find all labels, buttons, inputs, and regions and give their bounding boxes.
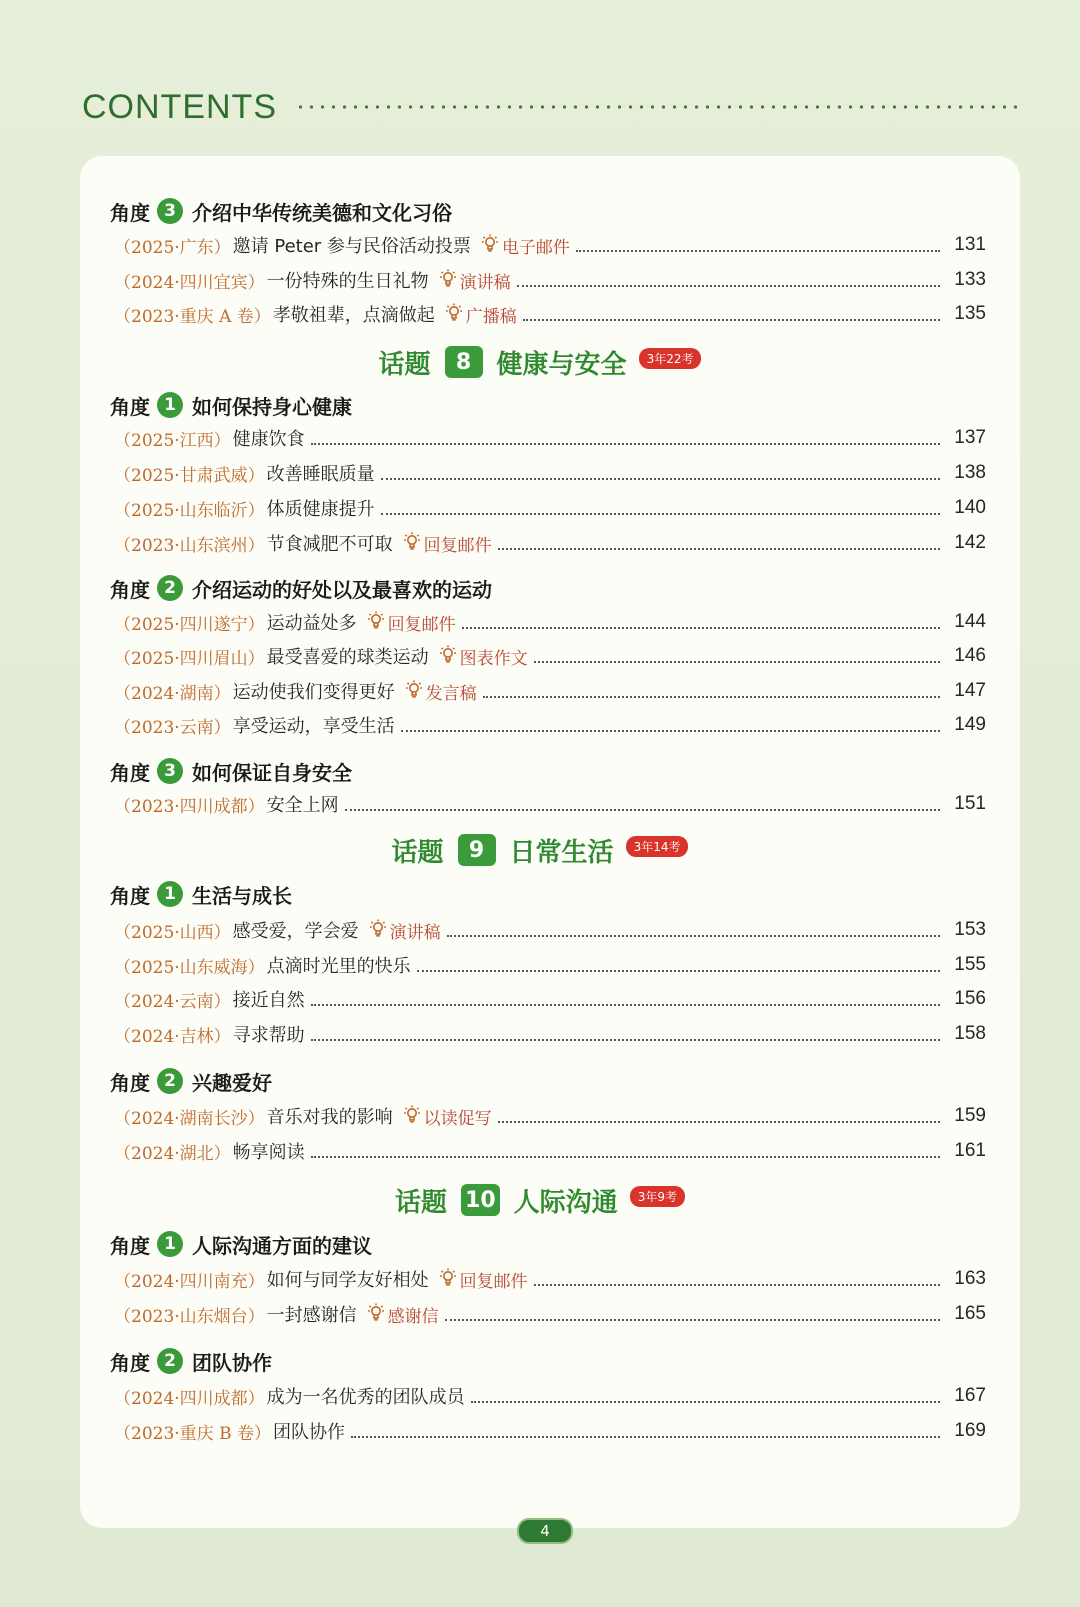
- section-label: 角度: [110, 883, 150, 908]
- dot-leader: [311, 443, 941, 445]
- topic-label: 话题: [378, 349, 431, 380]
- entry-genre-tag: [403, 1104, 492, 1129]
- toc-entry[interactable]: [114, 229, 986, 261]
- entry-genre-tag: [445, 302, 517, 327]
- entry-title: 音乐对我的影响: [266, 1107, 393, 1128]
- entry-title: 运动使我们变得更好: [232, 682, 395, 703]
- entry-source: （2025·山东威海）: [114, 957, 265, 978]
- entry-title: 成为一名优秀的团队成员: [266, 1387, 465, 1408]
- dot-leader: [311, 1004, 941, 1006]
- entry-title: 寻求帮助: [232, 1025, 305, 1046]
- entry-page-number: 144: [954, 611, 986, 632]
- entry-genre-tag: [439, 644, 528, 669]
- lightbulb-icon: [439, 644, 457, 669]
- entry-genre-tag: [405, 679, 477, 704]
- entry-source: （2025·广东）: [114, 237, 231, 258]
- entry-source: （2025·山西）: [114, 922, 231, 943]
- section-number-badge: 1: [157, 392, 183, 418]
- entry-source: （2025·山东临沂）: [114, 500, 265, 521]
- toc-entry[interactable]: [114, 949, 986, 981]
- entry-title: 点滴时光里的快乐: [266, 956, 411, 977]
- entry-source: （2024·四川南充）: [114, 1271, 265, 1292]
- entry-title: 如何与同学友好相处: [266, 1270, 429, 1291]
- section-heading: [110, 571, 492, 605]
- topic-label: 话题: [395, 1187, 448, 1218]
- entry-title: 运动益处多: [266, 613, 357, 634]
- dot-leader: [534, 1284, 941, 1286]
- entry-source: （2023·山东滨州）: [114, 535, 265, 556]
- entry-genre-label: 感谢信: [387, 1306, 439, 1327]
- lightbulb-icon: [481, 233, 499, 258]
- entry-source: （2025·四川遂宁）: [114, 614, 265, 635]
- section-heading: [110, 388, 352, 422]
- entry-page-number: 167: [954, 1385, 986, 1406]
- section-number-badge: 3: [157, 758, 183, 784]
- contents-title: CONTENTS: [82, 87, 277, 126]
- entry-genre-tag: [439, 268, 511, 293]
- toc-entry[interactable]: [114, 640, 986, 672]
- lightbulb-icon: [369, 918, 387, 943]
- dot-leader: [517, 285, 941, 287]
- entry-title: 节食减肥不可取: [266, 534, 393, 555]
- section-heading: [110, 877, 292, 911]
- header-dotted-rule: [295, 105, 1022, 109]
- dot-leader: [498, 548, 941, 550]
- section-number-badge: 1: [157, 1231, 183, 1257]
- entry-title: 邀请 Peter 参与民俗活动投票: [232, 236, 471, 257]
- entry-page-number: 165: [954, 1303, 986, 1324]
- entry-page-number: 163: [954, 1268, 986, 1289]
- toc-entry[interactable]: [114, 492, 986, 524]
- topic-title: 健康与安全: [496, 349, 627, 380]
- entry-title: 团队协作: [272, 1422, 345, 1443]
- entry-genre-label: 回复邮件: [423, 535, 492, 556]
- section-label: 角度: [110, 200, 150, 225]
- entry-title: 孝敬祖辈，点滴做起: [272, 305, 435, 326]
- section-number-badge: 1: [157, 881, 183, 907]
- entry-genre-tag: [367, 1302, 439, 1327]
- toc-entry[interactable]: [114, 1380, 986, 1412]
- topic-frequency-badge: 3年9考: [630, 1186, 685, 1207]
- entry-page-number: 159: [954, 1105, 986, 1126]
- entry-genre-tag: [439, 1267, 528, 1292]
- dot-leader: [351, 1436, 940, 1438]
- entry-genre-label: 回复邮件: [387, 614, 456, 635]
- toc-entry[interactable]: [114, 1100, 986, 1132]
- toc-entry[interactable]: [114, 914, 986, 946]
- section-heading: [110, 1344, 272, 1378]
- entry-page-number: 138: [954, 462, 986, 483]
- topic-number-badge: 9: [458, 834, 496, 866]
- entry-source: （2025·四川眉山）: [114, 648, 265, 669]
- lightbulb-icon: [445, 302, 463, 327]
- dot-leader: [498, 1121, 941, 1123]
- dot-leader: [534, 661, 941, 663]
- section-label: 角度: [110, 394, 150, 419]
- entry-source: （2024·吉林）: [114, 1026, 231, 1047]
- entry-title: 感受爱，学会爱: [232, 921, 359, 942]
- toc-entry[interactable]: [114, 298, 986, 330]
- entry-title: 安全上网: [266, 795, 339, 816]
- entry-source: （2023·重庆 B 卷）: [114, 1423, 271, 1444]
- toc-entry[interactable]: [114, 457, 986, 489]
- entry-page-number: 140: [954, 497, 986, 518]
- topic-frequency-badge: 3年14考: [626, 836, 689, 857]
- topic-title: 日常生活: [509, 837, 614, 868]
- toc-entry[interactable]: [114, 422, 986, 454]
- entry-genre-label: 图表作文: [459, 648, 528, 669]
- entry-page-number: 149: [954, 714, 986, 735]
- contents-header: [82, 82, 1022, 132]
- entry-title: 一封感谢信: [266, 1305, 357, 1326]
- section-number-badge: 2: [157, 1348, 183, 1374]
- entry-page-number: 147: [954, 680, 986, 701]
- entry-source: （2024·湖南）: [114, 683, 231, 704]
- entry-page-number: 161: [954, 1140, 986, 1161]
- dot-leader: [381, 513, 941, 515]
- dot-leader: [311, 1156, 941, 1158]
- section-title: 团队协作: [192, 1350, 272, 1375]
- entry-title: 接近自然: [232, 990, 305, 1011]
- section-heading: [110, 1227, 372, 1261]
- toc-entry[interactable]: [114, 983, 986, 1015]
- toc-entry[interactable]: [114, 675, 986, 707]
- entry-title: 体质健康提升: [266, 499, 375, 520]
- lightbulb-icon: [403, 1104, 421, 1129]
- section-number-badge: 2: [157, 1068, 183, 1094]
- entry-genre-tag: [481, 233, 570, 258]
- entry-title: 最受喜爱的球类运动: [266, 647, 429, 668]
- entry-title: 畅享阅读: [232, 1142, 305, 1163]
- dot-leader: [401, 730, 941, 732]
- entry-source: （2024·四川宜宾）: [114, 272, 265, 293]
- section-title: 介绍中华传统美德和文化习俗: [192, 200, 452, 225]
- section-title: 如何保持身心健康: [192, 394, 352, 419]
- entry-page-number: 131: [954, 234, 986, 255]
- lightbulb-icon: [439, 268, 457, 293]
- entry-page-number: 135: [954, 303, 986, 324]
- topic-heading: [0, 830, 1080, 870]
- entry-page-number: 169: [954, 1420, 986, 1441]
- entry-source: （2024·湖南长沙）: [114, 1108, 265, 1129]
- entry-source: （2025·江西）: [114, 430, 231, 451]
- dot-leader: [462, 627, 941, 629]
- section-title: 如何保证自身安全: [192, 760, 352, 785]
- toc-entry[interactable]: [114, 264, 986, 296]
- topic-number-badge: 10: [461, 1184, 500, 1216]
- toc-entry[interactable]: [114, 788, 986, 820]
- entry-page-number: 156: [954, 988, 986, 1009]
- section-heading: [110, 1064, 272, 1098]
- toc-entry[interactable]: [114, 1298, 986, 1330]
- lightbulb-icon: [367, 1302, 385, 1327]
- topic-label: 话题: [391, 837, 444, 868]
- lightbulb-icon: [403, 531, 421, 556]
- entry-page-number: 155: [954, 954, 986, 975]
- entry-genre-label: 演讲稿: [389, 922, 441, 943]
- dot-leader: [576, 250, 940, 252]
- topic-frequency-badge: 3年22考: [639, 348, 702, 369]
- lightbulb-icon: [367, 610, 385, 635]
- entry-source: （2023·山东烟台）: [114, 1306, 265, 1327]
- entry-genre-tag: [403, 531, 492, 556]
- dot-leader: [345, 809, 941, 811]
- section-label: 角度: [110, 1070, 150, 1095]
- dot-leader: [483, 696, 941, 698]
- toc-entry[interactable]: [114, 1415, 986, 1447]
- entry-source: （2023·云南）: [114, 717, 231, 738]
- dot-leader: [447, 935, 941, 937]
- dot-leader: [311, 1039, 941, 1041]
- toc-entry[interactable]: [114, 709, 986, 741]
- topic-number-badge: 8: [445, 346, 483, 378]
- entry-genre-label: 以读促写: [423, 1108, 492, 1129]
- entry-page-number: 142: [954, 532, 986, 553]
- dot-leader: [417, 970, 941, 972]
- section-number-badge: 3: [157, 198, 183, 224]
- entry-genre-tag: [369, 918, 441, 943]
- section-heading: [110, 194, 452, 228]
- entry-page-number: 158: [954, 1023, 986, 1044]
- section-number-badge: 2: [157, 575, 183, 601]
- section-label: 角度: [110, 760, 150, 785]
- entry-genre-label: 广播稿: [465, 306, 517, 327]
- section-label: 角度: [110, 1233, 150, 1258]
- lightbulb-icon: [405, 679, 423, 704]
- topic-heading: [0, 1180, 1080, 1220]
- topic-heading: [0, 342, 1080, 382]
- entry-genre-tag: [367, 610, 456, 635]
- entry-page-number: 133: [954, 269, 986, 290]
- toc-entry[interactable]: [114, 1263, 986, 1295]
- entry-genre-label: 回复邮件: [459, 1271, 528, 1292]
- dot-leader: [381, 478, 941, 480]
- entry-page-number: 146: [954, 645, 986, 666]
- toc-entry[interactable]: [114, 606, 986, 638]
- entry-source: （2024·云南）: [114, 991, 231, 1012]
- entry-source: （2023·四川成都）: [114, 796, 265, 817]
- entry-page-number: 153: [954, 919, 986, 940]
- dot-leader: [471, 1401, 941, 1403]
- lightbulb-icon: [439, 1267, 457, 1292]
- entry-genre-label: 电子邮件: [501, 237, 570, 258]
- entry-genre-label: 演讲稿: [459, 272, 511, 293]
- section-label: 角度: [110, 1350, 150, 1375]
- section-heading: [110, 754, 352, 788]
- section-title: 介绍运动的好处以及最喜欢的运动: [192, 577, 492, 602]
- section-label: 角度: [110, 577, 150, 602]
- entry-title: 健康饮食: [232, 429, 305, 450]
- entry-title: 享受运动，享受生活: [232, 716, 395, 737]
- toc-entry[interactable]: [114, 1018, 986, 1050]
- dot-leader: [523, 319, 941, 321]
- entry-source: （2024·四川成都）: [114, 1388, 265, 1409]
- entry-source: （2024·湖北）: [114, 1143, 231, 1164]
- toc-entry[interactable]: [114, 1135, 986, 1167]
- section-title: 兴趣爱好: [192, 1070, 272, 1095]
- entry-genre-label: 发言稿: [425, 683, 477, 704]
- topic-title: 人际沟通: [513, 1187, 618, 1218]
- dot-leader: [445, 1319, 941, 1321]
- section-title: 人际沟通方面的建议: [192, 1233, 372, 1258]
- entry-source: （2023·重庆 A 卷）: [114, 306, 271, 327]
- entry-title: 一份特殊的生日礼物: [266, 271, 429, 292]
- entry-page-number: 137: [954, 427, 986, 448]
- entry-source: （2025·甘肃武威）: [114, 465, 265, 486]
- entry-title: 改善睡眠质量: [266, 464, 375, 485]
- section-title: 生活与成长: [192, 883, 292, 908]
- entry-page-number: 151: [954, 793, 986, 814]
- toc-entry[interactable]: [114, 527, 986, 559]
- page-number-badge: 4: [517, 1518, 573, 1544]
